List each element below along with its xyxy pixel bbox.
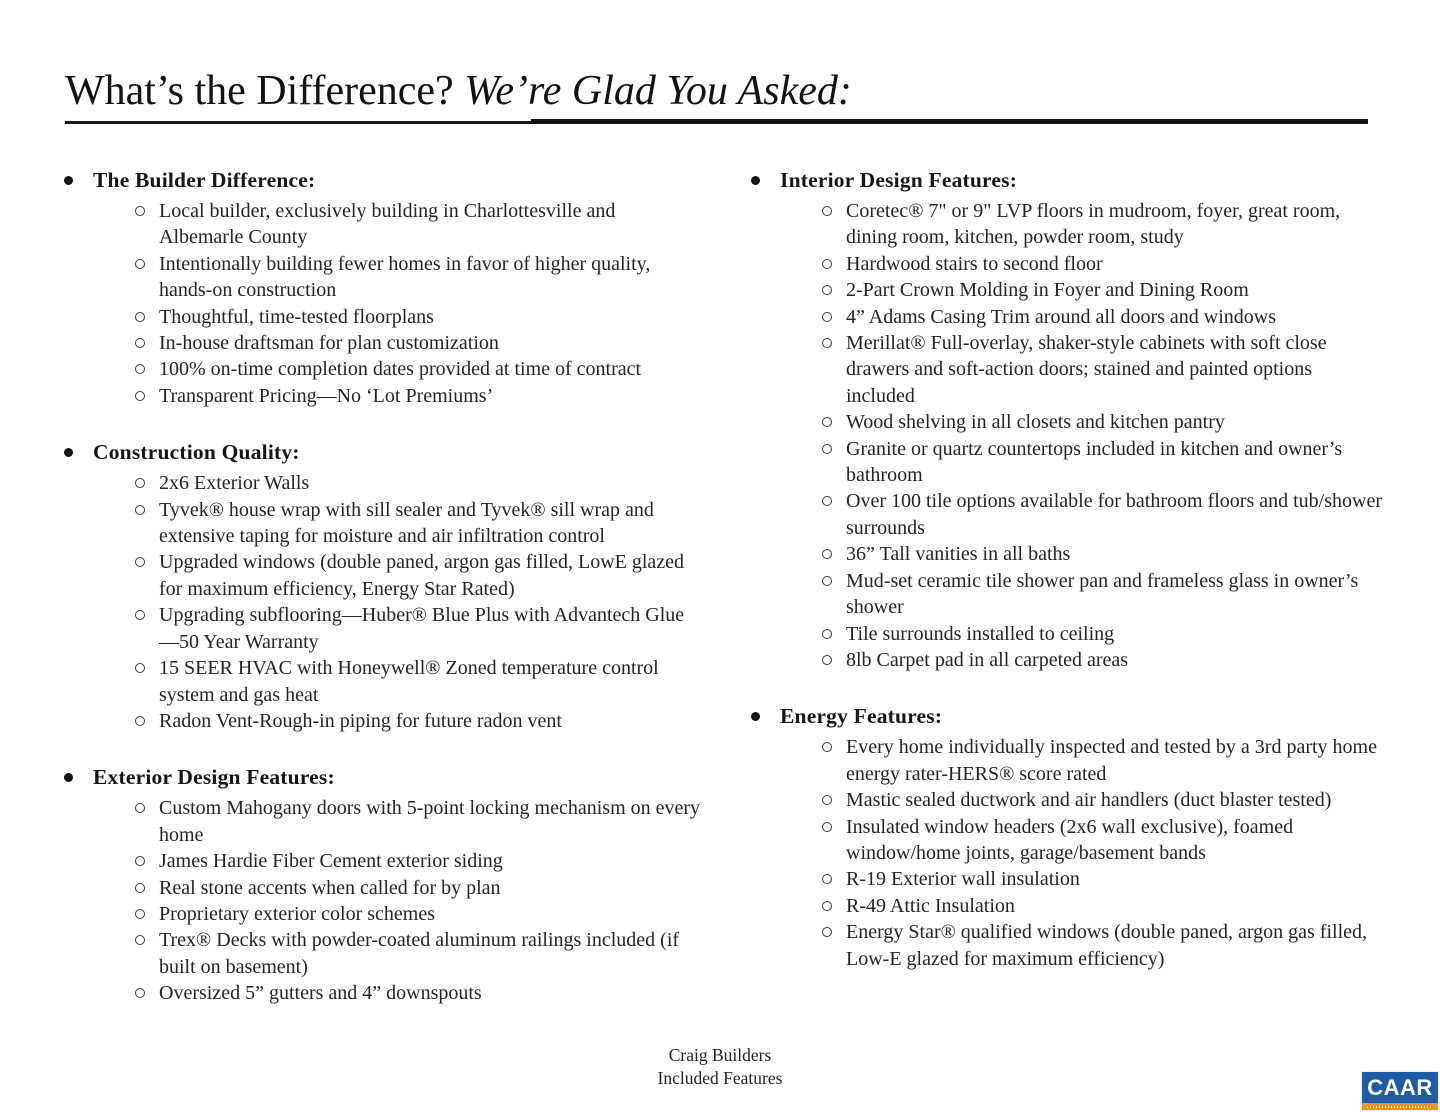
circle-bullet-icon	[135, 478, 145, 488]
solid-bullet-icon	[64, 176, 73, 185]
circle-bullet-icon	[135, 338, 145, 348]
circle-bullet-icon	[135, 610, 145, 620]
circle-bullet-icon	[135, 312, 145, 322]
section-heading-row	[63, 438, 703, 469]
circle-bullet-icon	[822, 312, 832, 322]
feature-item-text: 100% on-time completion dates provided at time of contract	[159, 358, 642, 381]
feature-item	[750, 814, 1385, 867]
feature-item-text: Coretec® 7" or 9" LVP floors in mudroom, foyer, great room, dining room, kitchen, powder room, study	[846, 200, 1341, 249]
circle-bullet-icon	[822, 549, 832, 559]
circle-bullet-icon	[135, 909, 145, 919]
feature-item-text: R-49 Attic Insulation	[846, 894, 1015, 917]
solid-bullet-icon	[64, 773, 73, 782]
section-heading: Energy Features:	[780, 704, 943, 729]
feature-item-text: 8lb Carpet pad in all carpeted areas	[846, 648, 1129, 671]
section-heading-row	[750, 702, 1385, 733]
feature-item	[63, 875, 703, 901]
feature-item-text: Radon Vent-Rough-in piping for future radon vent	[159, 709, 562, 732]
section-heading: Exterior Design Features:	[93, 765, 335, 790]
circle-bullet-icon	[822, 629, 832, 639]
feature-item	[63, 304, 703, 330]
circle-bullet-icon	[822, 576, 832, 586]
circle-bullet-icon	[135, 716, 145, 726]
title-underline-right	[531, 119, 1368, 124]
feature-item	[750, 893, 1385, 919]
feature-item-text: Tyvek® house wrap with sill sealer and Tyvek® sill wrap and extensive taping for moisture and air infiltration control	[159, 498, 654, 548]
feature-item	[750, 436, 1385, 489]
feature-list	[63, 470, 703, 734]
circle-bullet-icon	[135, 364, 145, 374]
feature-item	[750, 621, 1385, 647]
feature-item	[63, 901, 703, 927]
feature-item-text: Energy Star® qualified windows (double paned, argon gas filled, Low-E glazed for maximum efficiency)	[846, 921, 1368, 970]
feature-item	[750, 787, 1385, 813]
section-heading: The Builder Difference:	[93, 168, 316, 192]
circle-bullet-icon	[822, 874, 832, 884]
circle-bullet-icon	[822, 285, 832, 295]
feature-section	[63, 763, 703, 1006]
circle-bullet-icon	[135, 883, 145, 893]
feature-item-text: 36” Tall vanities in all baths	[846, 543, 1071, 566]
feature-list	[63, 198, 703, 409]
feature-item-text: Custom Mahogany doors with 5-point locking mechanism on every home	[159, 797, 701, 846]
feature-item	[750, 488, 1385, 541]
feature-item	[63, 602, 703, 655]
feature-section	[63, 166, 703, 409]
circle-bullet-icon	[822, 496, 832, 506]
page-title-italic: We’re Glad You Asked:	[464, 68, 852, 114]
feature-item-text: Wood shelving in all closets and kitchen pantry	[846, 411, 1225, 434]
circle-bullet-icon	[822, 206, 832, 216]
feature-item	[750, 304, 1385, 330]
feature-item	[750, 330, 1385, 409]
solid-bullet-icon	[64, 448, 73, 457]
feature-item-text: Mastic sealed ductwork and air handlers (duct blaster tested)	[846, 789, 1332, 812]
feature-list	[63, 795, 703, 1006]
page-title	[65, 68, 852, 114]
circle-bullet-icon	[135, 505, 145, 515]
feature-item-text: Proprietary exterior color schemes	[159, 902, 436, 925]
feature-section	[750, 166, 1385, 673]
circle-bullet-icon	[822, 742, 832, 752]
feature-item-text: Real stone accents when called for by plan	[159, 876, 501, 899]
circle-bullet-icon	[135, 988, 145, 998]
feature-item	[63, 470, 703, 496]
feature-item	[63, 330, 703, 356]
caar-logo-text: CAAR	[1362, 1072, 1438, 1103]
feature-item-text: 4” Adams Casing Trim around all doors and windows	[846, 305, 1276, 328]
feature-item	[750, 198, 1385, 251]
solid-bullet-icon	[751, 712, 760, 721]
feature-item	[63, 356, 703, 382]
circle-bullet-icon	[822, 901, 832, 911]
feature-item-text: Hardwood stairs to second floor	[846, 252, 1103, 275]
feature-item-text: Upgraded windows (double paned, argon gas filled, LowE glazed for maximum efficiency, Energy Star Rated)	[159, 551, 685, 600]
feature-item-text: 2x6 Exterior Walls	[159, 472, 310, 495]
feature-item-text: Tile surrounds installed to ceiling	[846, 622, 1115, 645]
feature-item-text: Merillat® Full-overlay, shaker-style cabinets with soft close drawers and soft-action doors; stained and painted options included	[846, 332, 1327, 407]
feature-list	[750, 734, 1385, 972]
circle-bullet-icon	[135, 935, 145, 945]
feature-item-text: Upgrading subflooring—Huber® Blue Plus with Advantech Glue—50 Year Warranty	[159, 604, 685, 653]
circle-bullet-icon	[822, 259, 832, 269]
solid-bullet-icon	[751, 176, 760, 185]
feature-item-text: Trex® Decks with powder-coated aluminum railings included (if built on basement)	[159, 929, 680, 978]
feature-item	[750, 541, 1385, 567]
circle-bullet-icon	[822, 417, 832, 427]
circle-bullet-icon	[135, 856, 145, 866]
feature-item	[63, 795, 703, 848]
title-underline-left	[65, 121, 531, 124]
feature-item	[750, 277, 1385, 303]
feature-item	[750, 568, 1385, 621]
feature-section	[750, 702, 1385, 972]
feature-item	[750, 734, 1385, 787]
feature-item	[63, 497, 703, 550]
feature-item-text: Local builder, exclusively building in Charlottesville and Albemarle County	[159, 200, 616, 249]
feature-item-text: Transparent Pricing—No ‘Lot Premiums’	[159, 384, 494, 407]
feature-item-text: 2-Part Crown Molding in Foyer and Dining Room	[846, 279, 1249, 302]
circle-bullet-icon	[822, 338, 832, 348]
circle-bullet-icon	[135, 663, 145, 673]
feature-item	[63, 549, 703, 602]
page-title-regular: What’s the Difference?	[65, 68, 465, 114]
feature-list	[750, 198, 1385, 673]
footer	[0, 1044, 1440, 1090]
feature-item-text: In-house draftsman for plan customization	[159, 332, 499, 355]
feature-item-text: Intentionally building fewer homes in favor of higher quality, hands-on construction	[159, 252, 651, 302]
feature-item	[750, 251, 1385, 277]
footer-document-name: Included Features	[657, 1068, 783, 1088]
circle-bullet-icon	[135, 803, 145, 813]
feature-item	[750, 647, 1385, 673]
feature-item-text: Granite or quartz countertops included in kitchen and owner’s bathroom	[846, 437, 1343, 487]
two-column-layout	[63, 166, 1385, 1036]
caar-logo-tagline-bar	[1362, 1103, 1438, 1110]
circle-bullet-icon	[822, 822, 832, 832]
circle-bullet-icon	[135, 557, 145, 567]
feature-item-text: Mud-set ceramic tile shower pan and frameless glass in owner’s shower	[846, 569, 1359, 619]
feature-item-text: James Hardie Fiber Cement exterior siding	[159, 850, 503, 873]
feature-item	[750, 866, 1385, 892]
circle-bullet-icon	[822, 444, 832, 454]
feature-item-text: R-19 Exterior wall insulation	[846, 868, 1080, 891]
feature-item-text: Every home individually inspected and tested by a 3rd party home energy rater-HERS® score rated	[846, 736, 1377, 785]
caar-logo	[1362, 1072, 1438, 1110]
feature-item	[63, 251, 703, 304]
feature-item	[63, 980, 703, 1006]
feature-item	[63, 655, 703, 708]
left-column	[63, 166, 703, 1036]
footer-company-name: Craig Builders	[668, 1045, 772, 1065]
feature-item	[63, 848, 703, 874]
circle-bullet-icon	[822, 927, 832, 937]
circle-bullet-icon	[135, 391, 145, 401]
feature-item-text: Insulated window headers (2x6 wall exclusive), foamed window/home joints, garage/basement bands	[846, 815, 1294, 864]
feature-item	[750, 409, 1385, 435]
feature-item	[750, 919, 1385, 972]
section-heading: Construction Quality:	[93, 440, 300, 465]
circle-bullet-icon	[822, 655, 832, 665]
circle-bullet-icon	[135, 206, 145, 216]
section-heading-row	[63, 166, 703, 197]
feature-item	[63, 198, 703, 251]
feature-item-text: Over 100 tile options available for bathroom floors and tub/shower surrounds	[846, 490, 1382, 539]
section-heading-row	[750, 166, 1385, 197]
feature-item	[63, 708, 703, 734]
feature-item-text: Thoughtful, time-tested floorplans	[159, 305, 434, 328]
feature-section	[63, 438, 703, 734]
circle-bullet-icon	[135, 259, 145, 269]
feature-item-text: Oversized 5” gutters and 4” downspouts	[159, 982, 482, 1005]
feature-item-text: 15 SEER HVAC with Honeywell® Zoned temperature control system and gas heat	[159, 657, 659, 706]
section-heading-row	[63, 763, 703, 794]
section-heading: Interior Design Features:	[780, 168, 1018, 192]
circle-bullet-icon	[822, 795, 832, 805]
right-column	[750, 166, 1385, 1036]
feature-item	[63, 927, 703, 980]
feature-item	[63, 383, 703, 409]
